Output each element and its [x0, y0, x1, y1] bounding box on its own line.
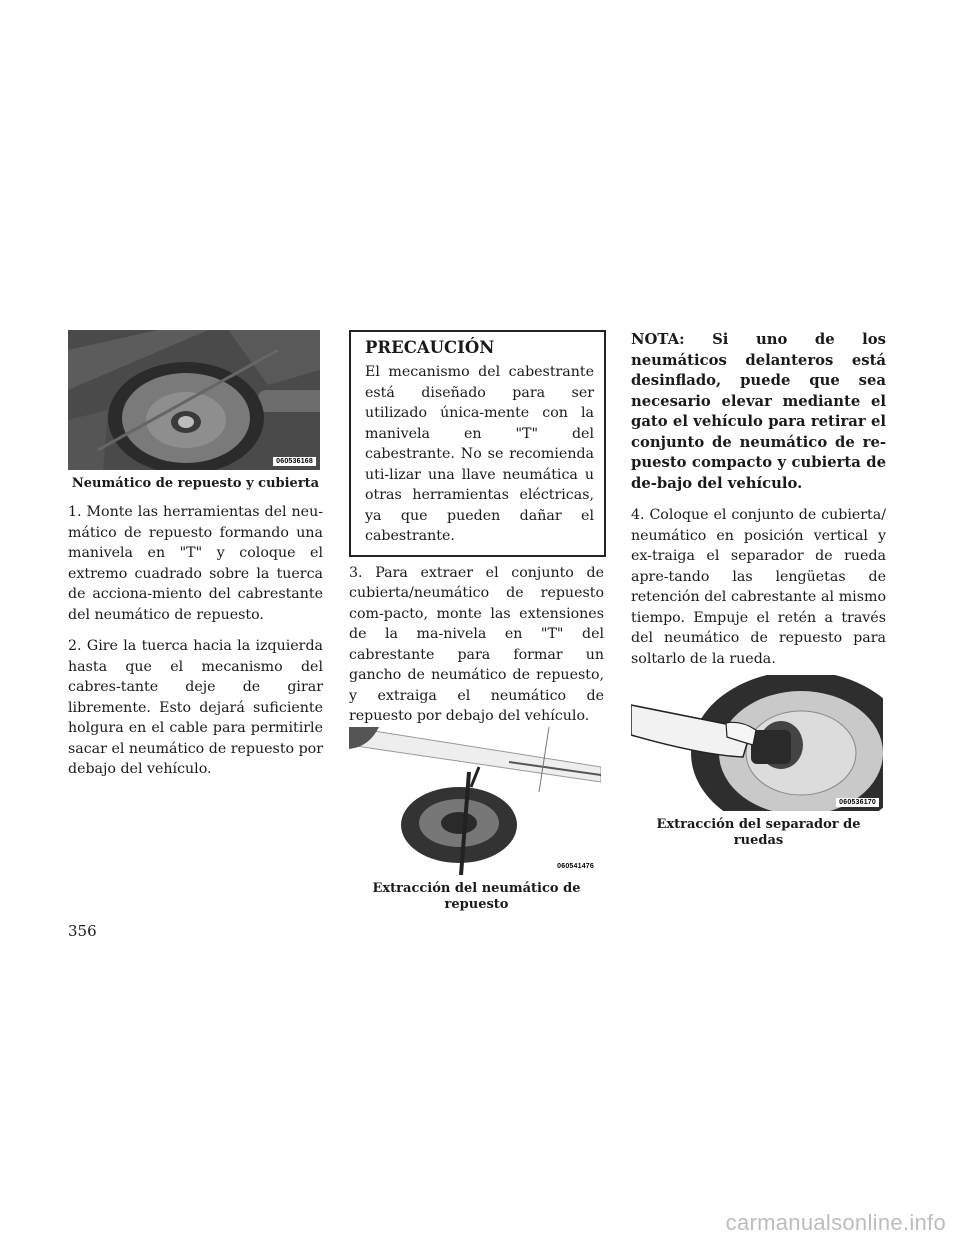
- step-1-paragraph: 1. Monte las herramientas del neu-mático de repuesto formando una manivela en "T" y coloque el extremo cuadrado sobre la tuerca de acciona-miento del cabrestante del neumático de repuesto.: [68, 504, 323, 623]
- column-3: [631, 330, 886, 849]
- note-paragraph: NOTA: Si uno de los neumáticos delanteros está desinflado, puede que sea necesario elevar mediante el gato el vehículo para retirar el conjunto de neumático de re-puesto compacto y cubierta de de-bajo del vehículo.: [631, 331, 886, 492]
- tire-removal-illustration: [349, 727, 601, 875]
- figure-code: 060536170: [836, 798, 879, 807]
- watermark: carmanualsonline.info: [725, 1210, 946, 1235]
- caution-title: PRECAUCIÓN: [365, 338, 495, 357]
- figure-caption: Extracción del separador de ruedas: [656, 817, 861, 848]
- wheel-spacer-removal-photo: [631, 675, 883, 811]
- step-3-paragraph: 3. Para extraer el conjunto de cubierta/neumático de repuesto com-pacto, monte las extensiones de la ma-nivela en "T" del cabrestante para formar un gancho de neumático de repuesto, y extraiga el neumático de repuesto por debajo del vehículo.: [349, 564, 604, 724]
- column-2: [349, 330, 604, 913]
- step-4-paragraph: 4. Coloque el conjunto de cubierta/ neumático en posición vertical y ex-traiga el separador de rueda apre-tando las lengüetas de retención del cabrestante al mismo tiempo. Empuje el retén a través del neumático de repuesto para soltarlo de la rueda.: [631, 507, 886, 667]
- figure-code: 060541476: [554, 862, 597, 871]
- caution-box: [349, 330, 606, 557]
- figure-caption: Neumático de repuesto y cubierta: [71, 476, 320, 491]
- spare-tire-illustration: [68, 330, 320, 470]
- spare-tire-removal-photo: [349, 727, 601, 875]
- spare-tire-cover-photo: [68, 330, 320, 470]
- page-number: 356: [68, 922, 97, 940]
- caution-text: El mecanismo del cabestrante está diseñado para ser utilizado única-mente con la manivela en "T" del cabestrante. No se recomienda uti-lizar una llave neumática u otras herramientas eléctricas, ya que pueden dañar el cabestrante.: [365, 364, 594, 544]
- step-2-paragraph: 2. Gire la tuerca hacia la izquierda hasta que el mecanismo del cabres-tante deje de girar libremente. Esto dejará suficiente holgura en el cable para permitirle sacar el neumático de repuesto por debajo del vehículo.: [68, 638, 323, 777]
- spacer-removal-illustration: [631, 675, 883, 811]
- column-1: [68, 330, 323, 780]
- figure-caption: Extracción del neumático de repuesto: [372, 880, 581, 912]
- figure-code: 060536168: [273, 457, 316, 466]
